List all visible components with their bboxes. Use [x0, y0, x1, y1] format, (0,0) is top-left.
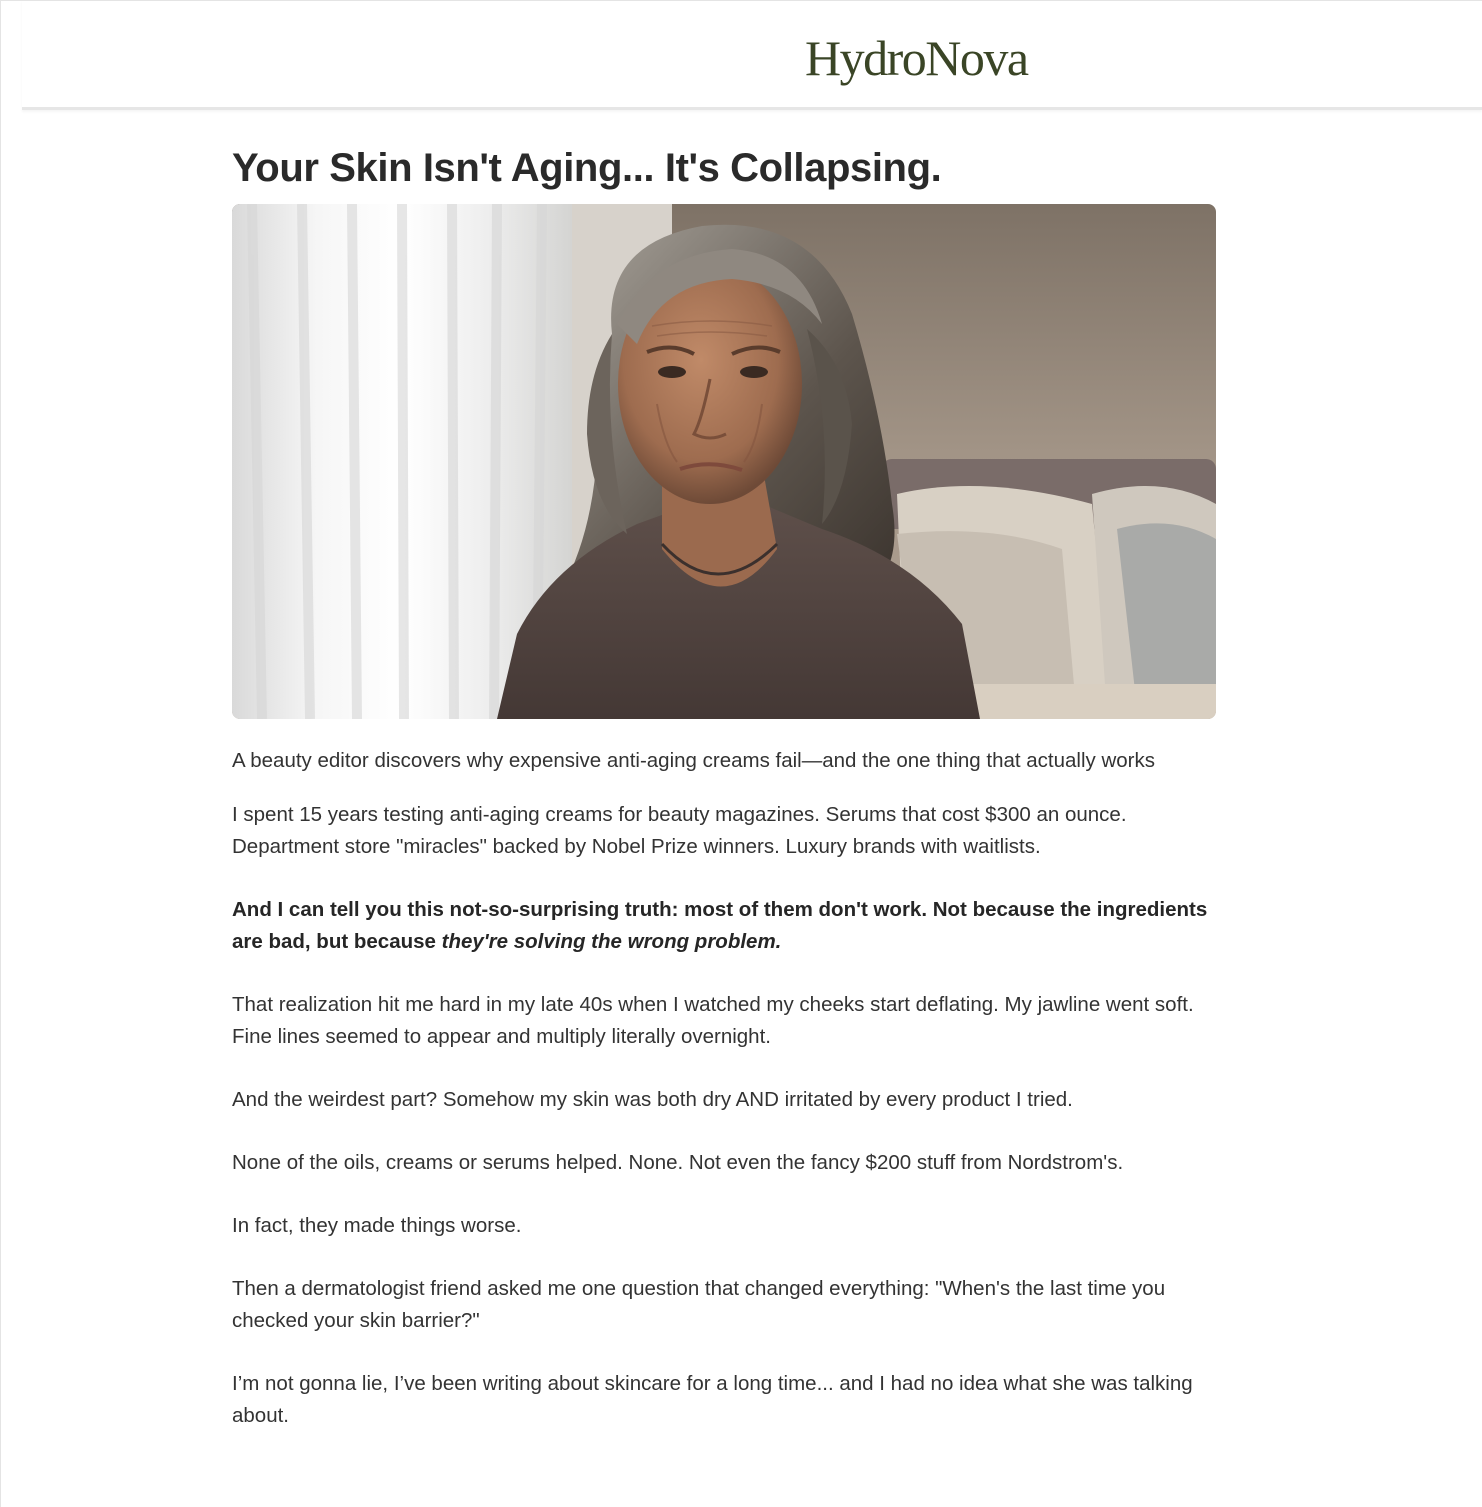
article-paragraph: I’m not gonna lie, I’ve been writing about skincare for a long time... and I had no idea what she was talking about. [232, 1372, 1193, 1427]
article-headline: Your Skin Isn't Aging... It's Collapsing. [232, 146, 942, 190]
site-header [22, 0, 1482, 110]
brand-logo[interactable]: HydroNova [805, 30, 1028, 86]
hero-image [232, 204, 1216, 719]
article-subtitle: A beauty editor discovers why expensive anti-aging creams fail—and the one thing that actually works [232, 749, 1156, 772]
article-paragraph: In fact, they made things worse. [232, 1214, 522, 1237]
article [232, 140, 1222, 1432]
article-paragraph: None of the oils, creams or serums helped. None. Not even the fancy $200 stuff from Nordstrom's. [232, 1151, 1124, 1174]
article-paragraph: Then a dermatologist friend asked me one question that changed everything: "When's the last time you checked your skin barrier?" [232, 1277, 1166, 1332]
article-paragraph: I spent 15 years testing anti-aging creams for beauty magazines. Serums that cost $300 an ounce. Department store "miracles" backed by Nobel Prize winners. Luxury brands with waitlists. [232, 803, 1127, 858]
emphasis-paragraph [232, 894, 1222, 958]
emphasis-italic: they're solving the wrong problem. [441, 930, 782, 953]
article-paragraph: That realization hit me hard in my late 40s when I watched my cheeks start deflating. My jawline went soft. Fine lines seemed to appear and multiply literally overnight. [232, 993, 1194, 1048]
article-paragraph: And the weirdest part? Somehow my skin was both dry AND irritated by every product I tried. [232, 1088, 1073, 1111]
emphasis-lead: And I can tell you this not-so-surprising truth: most of them don't work. Not because the ingredients are bad, but because [232, 898, 1208, 953]
